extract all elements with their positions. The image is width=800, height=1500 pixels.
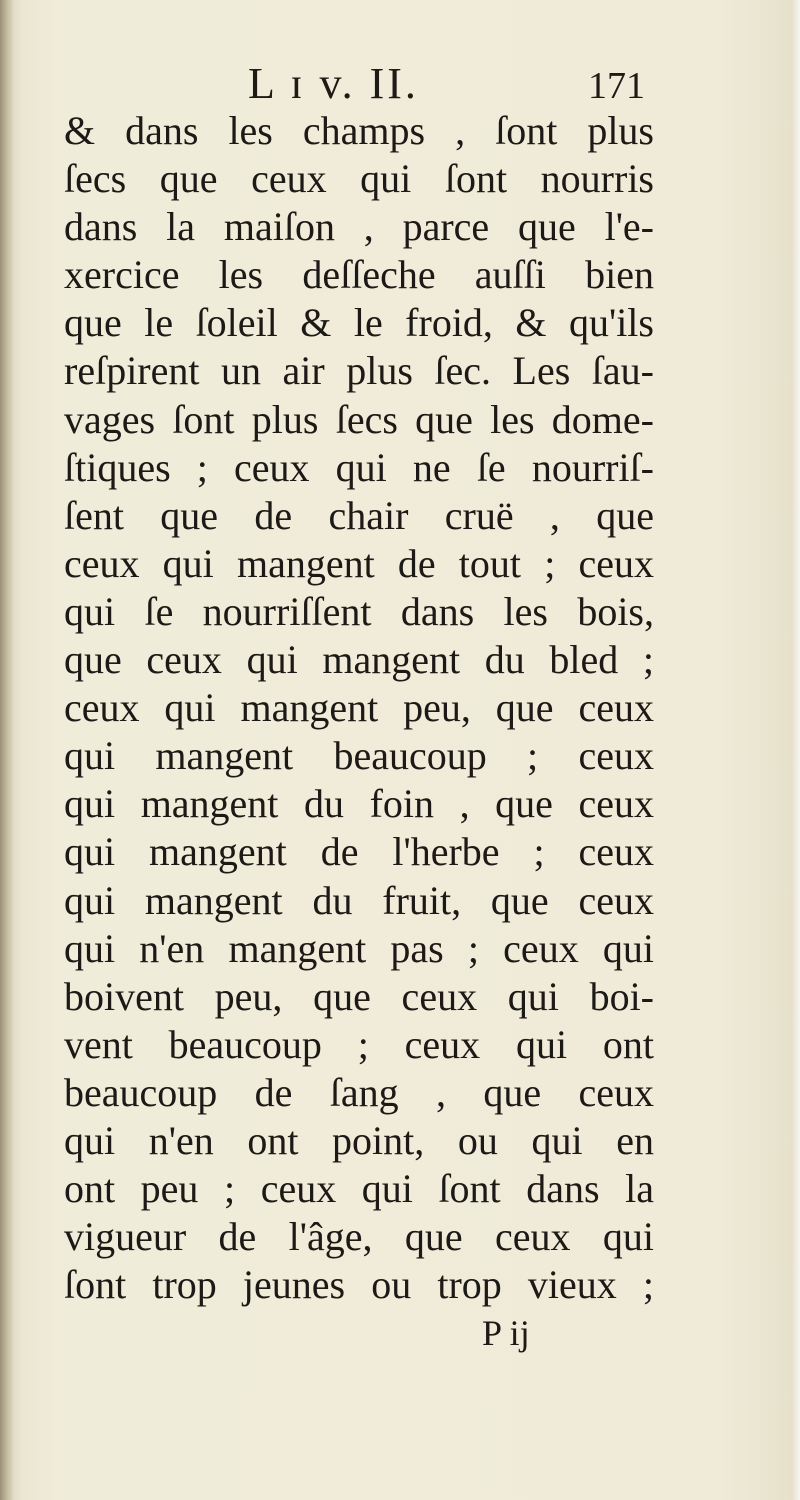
- text-line: qui n'en ont point, ou qui en: [64, 1117, 654, 1163]
- text-line: ſtiques ; ceux qui ne ſe nourriſ-: [64, 444, 654, 490]
- text-line: xercice les deſſeche auſſi bien: [64, 252, 654, 298]
- text-line: boivent peu, que ceux qui boi-: [64, 973, 654, 1019]
- page-number: 171: [588, 65, 645, 107]
- text-line: vigueur de l'âge, que ceux qui: [64, 1214, 654, 1260]
- text-line: ſent que de chair cruë , que: [64, 492, 654, 538]
- text-line: ceux qui mangent de tout ; ceux: [64, 540, 654, 586]
- text-line: que ceux qui mangent du bled ;: [64, 637, 654, 683]
- text-line: qui ſe nourriſſent dans les bois,: [64, 588, 654, 634]
- text-line: vent beaucoup ; ceux qui ont: [64, 1021, 654, 1067]
- signature-mark: P ij: [482, 1313, 530, 1353]
- text-line: ſecs que ceux qui ſont nourris: [64, 156, 654, 202]
- text-line: & dans les champs , ſont plus: [64, 108, 654, 153]
- text-line: qui n'en mangent pas ; ceux qui: [64, 925, 654, 971]
- text-line: que le ſoleil & le froid, & qu'ils: [64, 300, 654, 346]
- body-text: [64, 107, 654, 1309]
- text-line: qui mangent beaucoup ; ceux: [64, 733, 654, 779]
- running-head: L ɪ v. II.: [248, 59, 419, 108]
- page-binding-edge: [0, 0, 14, 1500]
- text-line: ont peu ; ceux qui ſont dans la: [64, 1166, 654, 1212]
- text-line: qui mangent de l'herbe ; ceux: [64, 829, 654, 875]
- text-line: dans la maiſon , parce que l'e-: [64, 204, 654, 250]
- text-line: vages ſont plus ſecs que les dome-: [64, 396, 654, 442]
- text-line: reſpirent un air plus ſec. Les ſau-: [64, 348, 654, 394]
- text-line: ſont trop jeunes ou trop vieux ;: [64, 1262, 654, 1308]
- text-line: ceux qui mangent peu, que ceux: [64, 685, 654, 731]
- text-line: qui mangent du fruit, que ceux: [64, 877, 654, 923]
- text-line: beaucoup de ſang , que ceux: [64, 1069, 654, 1115]
- text-line: qui mangent du foin , que ceux: [64, 781, 654, 827]
